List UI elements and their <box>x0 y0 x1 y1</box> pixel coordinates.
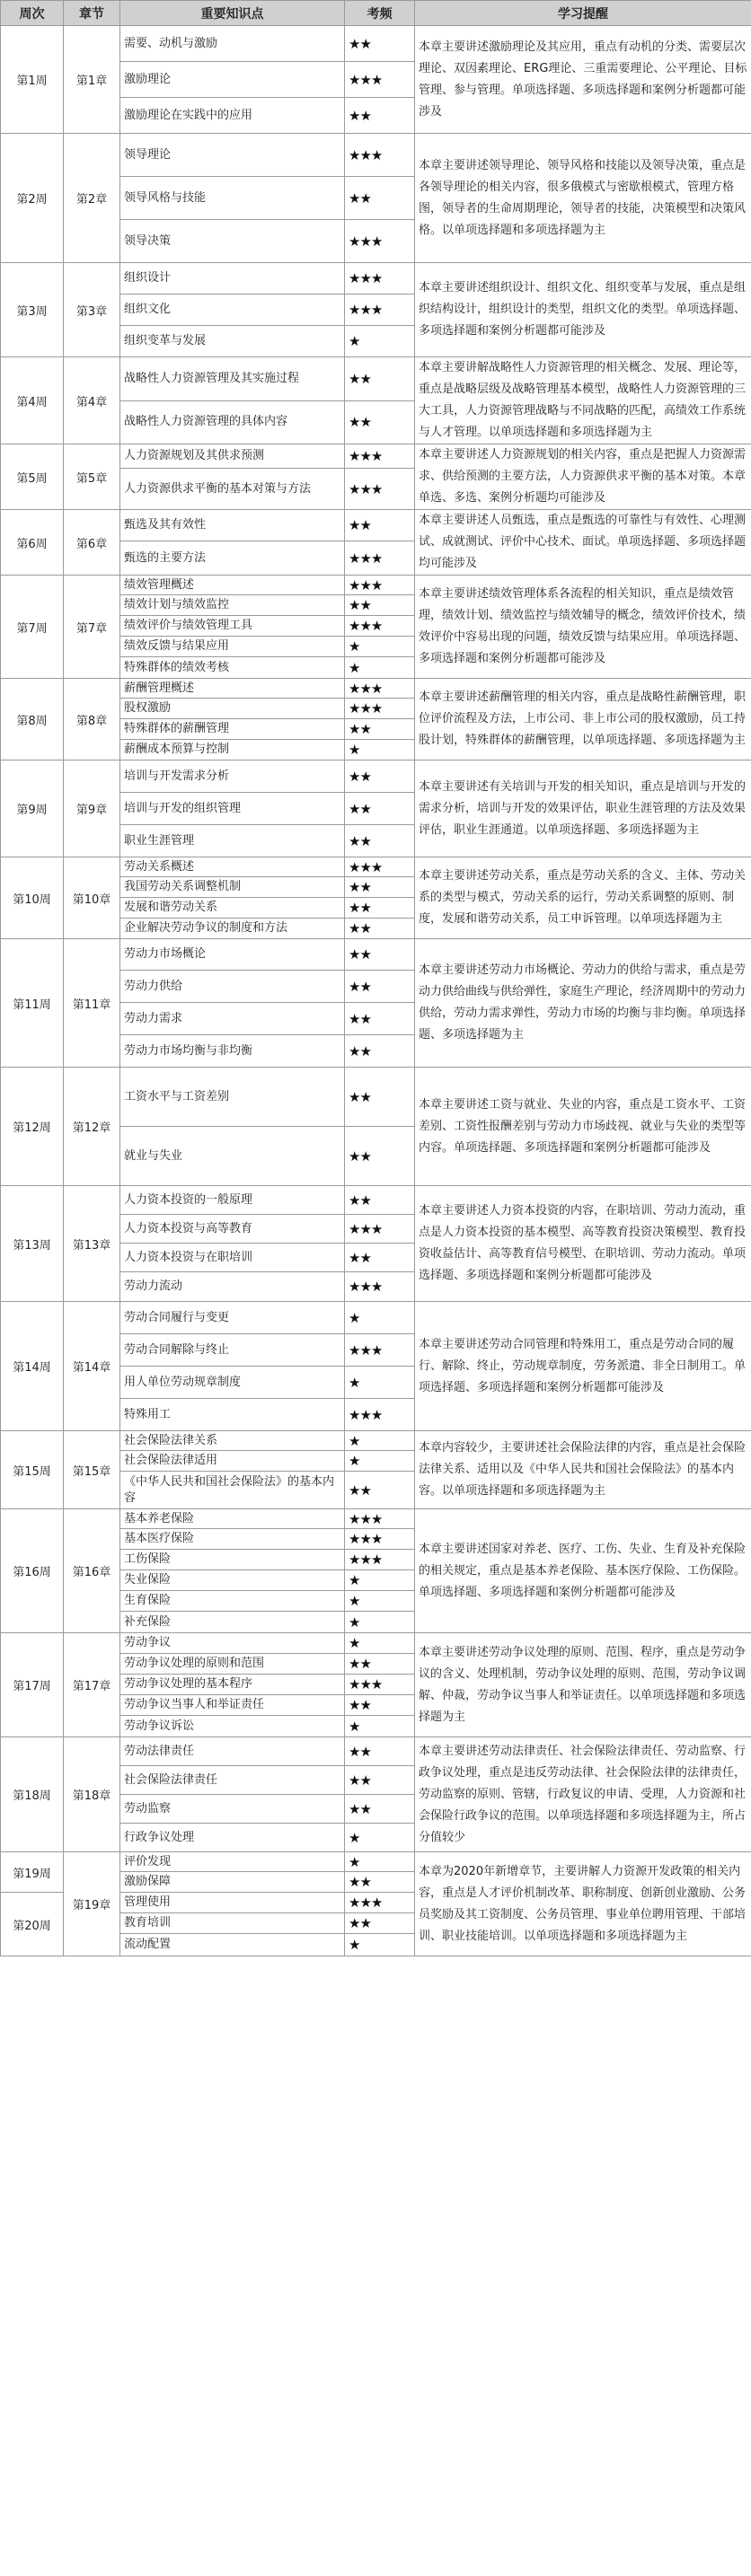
frequency-stars-cell: ★★★ <box>345 134 415 177</box>
knowledge-point-cell: 绩效反馈与结果应用 <box>120 637 345 657</box>
table-row <box>1 1431 751 1451</box>
study-tip-cell: 本章主要讲述绩效管理体系各流程的相关知识，重点是绩效管理，绩效计划、绩效监控与绩效辅导的概念，绩效评价技术，绩效评价中容易出现的问题，绩效反馈与结果应用。单项选择题、多项选择题和案例分析题都可能涉及 <box>415 576 751 679</box>
frequency-stars-cell: ★ <box>345 1570 415 1591</box>
table-row <box>1 444 751 469</box>
table-row <box>1 357 751 401</box>
knowledge-point-cell: 行政争议处理 <box>120 1824 345 1852</box>
knowledge-point-cell: 激励保障 <box>120 1872 345 1893</box>
knowledge-point-cell: 特殊群体的薪酬管理 <box>120 719 345 740</box>
week-cell: 第19周 <box>1 1852 64 1893</box>
knowledge-point-cell: 劳动合同解除与终止 <box>120 1334 345 1367</box>
frequency-stars-cell: ★★ <box>345 1795 415 1824</box>
study-tip-cell: 本章主要讲述劳动关系，重点是劳动关系的含义、主体、劳动关系的类型与模式，劳动关系的运行，劳动关系调整的原则、制度，发展和谐劳动关系，员工申诉管理。以单项选择题为主 <box>415 857 751 939</box>
knowledge-point-cell: 特殊用工 <box>120 1399 345 1431</box>
week-cell: 第11周 <box>1 939 64 1068</box>
frequency-stars-cell: ★★★ <box>345 263 415 295</box>
week-cell: 第12周 <box>1 1068 64 1186</box>
chapter-cell: 第13章 <box>64 1186 120 1302</box>
frequency-stars-cell: ★★★ <box>345 1893 415 1913</box>
table-row <box>1 1186 751 1215</box>
table-row <box>1 576 751 595</box>
knowledge-point-cell: 人力资本投资的一般原理 <box>120 1186 345 1215</box>
table-row <box>1 1302 751 1334</box>
knowledge-point-cell: 劳动争议处理的原则和范围 <box>120 1654 345 1675</box>
knowledge-point-cell: 特殊群体的绩效考核 <box>120 657 345 679</box>
knowledge-point-cell: 股权激励 <box>120 699 345 719</box>
frequency-stars-cell: ★★ <box>345 1695 415 1716</box>
knowledge-point-cell: 基本养老保险 <box>120 1509 345 1529</box>
frequency-stars-cell: ★★ <box>345 793 415 825</box>
frequency-stars-cell: ★★ <box>345 177 415 220</box>
knowledge-point-cell: 发展和谐劳动关系 <box>120 898 345 919</box>
frequency-stars-cell: ★★ <box>345 971 415 1003</box>
study-tip-cell: 本章主要讲述激励理论及其应用，重点有动机的分类、需要层次理论、双因素理论、ERG理论、三重需要理论、公平理论、目标管理、参与管理。单项选择题、多项选择题和案例分析题都可能涉及 <box>415 26 751 134</box>
study-tip-cell: 本章主要讲述人力资本投资的内容，在职培训、劳动力流动，重点是人力资本投资的基本模型、高等教育投资决策模型、教育投资收益估计、高等教育信号模型、在职培训、劳动力流动。单项选择题、多项选择题和案例分析题都可能涉及 <box>415 1186 751 1302</box>
header-frequency: 考频 <box>345 1 415 26</box>
study-tip-cell: 本章内容较少，主要讲述社会保险法律的内容，重点是社会保险法律关系、适用以及《中华人民共和国社会保险法》的基本内容。以单项选择题和多项选择题为主 <box>415 1431 751 1509</box>
study-tip-cell: 本章主要讲述人员甄选，重点是甄选的可靠性与有效性、心理测试、成就测试、评价中心技术、面试。单项选择题、多项选择题均可能涉及 <box>415 510 751 576</box>
chapter-cell: 第14章 <box>64 1302 120 1431</box>
frequency-stars-cell: ★★ <box>345 760 415 793</box>
frequency-stars-cell: ★ <box>345 740 415 760</box>
knowledge-point-cell: 补充保险 <box>120 1612 345 1633</box>
knowledge-point-cell: 社会保险法律责任 <box>120 1766 345 1795</box>
table-row <box>1 26 751 62</box>
knowledge-point-cell: 教育培训 <box>120 1913 345 1934</box>
study-tip-cell: 本章主要讲述组织设计、组织文化、组织变革与发展，重点是组织结构设计，组织设计的类型，组织文化的类型。单项选择题、多项选择题和案例分析题都可能涉及 <box>415 263 751 357</box>
knowledge-point-cell: 薪酬成本预算与控制 <box>120 740 345 760</box>
knowledge-point-cell: 人力资源供求平衡的基本对策与方法 <box>120 469 345 510</box>
header-chapter: 章节 <box>64 1 120 26</box>
frequency-stars-cell: ★★ <box>345 898 415 919</box>
chapter-cell: 第11章 <box>64 939 120 1068</box>
frequency-stars-cell: ★ <box>345 326 415 357</box>
week-cell: 第17周 <box>1 1633 64 1737</box>
study-tip-cell: 本章主要讲述工资与就业、失业的内容，重点是工资水平、工资差别、工资性报酬差别与劳动力市场歧视、就业与失业的类型等内容。单项选择题、多项选择题和案例分析题都可能涉及 <box>415 1068 751 1186</box>
frequency-stars-cell: ★★ <box>345 400 415 444</box>
table-row <box>1 263 751 295</box>
knowledge-point-cell: 组织文化 <box>120 295 345 326</box>
knowledge-point-cell: 领导风格与技能 <box>120 177 345 220</box>
frequency-stars-cell: ★★ <box>345 1872 415 1893</box>
knowledge-point-cell: 甄选的主要方法 <box>120 541 345 576</box>
knowledge-point-cell: 绩效管理概述 <box>120 576 345 595</box>
frequency-stars-cell: ★★ <box>345 1913 415 1934</box>
knowledge-point-cell: 企业解决劳动争议的制度和方法 <box>120 919 345 939</box>
knowledge-point-cell: 领导决策 <box>120 220 345 263</box>
knowledge-point-cell: 用人单位劳动规章制度 <box>120 1367 345 1399</box>
table-row <box>1 1633 751 1654</box>
chapter-cell: 第9章 <box>64 760 120 857</box>
chapter-cell: 第19章 <box>64 1852 120 1956</box>
chapter-cell: 第6章 <box>64 510 120 576</box>
study-tip-cell: 本章主要讲述有关培训与开发的相关知识，重点是培训与开发的需求分析，培训与开发的效果评估，职业生涯管理的方法及效果评估，职业生涯通道。以单项选择题、多项选择题为主 <box>415 760 751 857</box>
study-tip-cell: 本章主要讲述领导理论、领导风格和技能以及领导决策，重点是各领导理论的相关内容，很多俄模式与密歇根模式，管理方格图，领导者的生命周期理论，领导者的技能，决策模型和决策风格。以单项选择题和多项选择题为主 <box>415 134 751 263</box>
frequency-stars-cell: ★ <box>345 1451 415 1472</box>
week-cell: 第1周 <box>1 26 64 134</box>
knowledge-point-cell: 人力资本投资与高等教育 <box>120 1215 345 1244</box>
chapter-cell: 第1章 <box>64 26 120 134</box>
frequency-stars-cell: ★★★ <box>345 1399 415 1431</box>
frequency-stars-cell: ★ <box>345 1934 415 1956</box>
frequency-stars-cell: ★★ <box>345 1068 415 1127</box>
table-body <box>1 26 751 1956</box>
knowledge-point-cell: 劳动力需求 <box>120 1003 345 1035</box>
frequency-stars-cell: ★★★ <box>345 1334 415 1367</box>
week-cell: 第15周 <box>1 1431 64 1509</box>
knowledge-point-cell: 工资水平与工资差别 <box>120 1068 345 1127</box>
frequency-stars-cell: ★★ <box>345 1654 415 1675</box>
table-row <box>1 760 751 793</box>
chapter-cell: 第17章 <box>64 1633 120 1737</box>
week-cell: 第8周 <box>1 679 64 760</box>
frequency-stars-cell: ★★ <box>345 26 415 62</box>
frequency-stars-cell: ★★ <box>345 1035 415 1068</box>
frequency-stars-cell: ★★★ <box>345 469 415 510</box>
frequency-stars-cell: ★★★ <box>345 1272 415 1302</box>
frequency-stars-cell: ★ <box>345 1302 415 1334</box>
frequency-stars-cell: ★ <box>345 1716 415 1737</box>
frequency-stars-cell: ★ <box>345 1852 415 1872</box>
knowledge-point-cell: 劳动争议当事人和举证责任 <box>120 1695 345 1716</box>
knowledge-point-cell: 劳动监察 <box>120 1795 345 1824</box>
knowledge-point-cell: 劳动力供给 <box>120 971 345 1003</box>
knowledge-point-cell: 社会保险法律关系 <box>120 1431 345 1451</box>
frequency-stars-cell: ★★ <box>345 919 415 939</box>
frequency-stars-cell: ★★ <box>345 357 415 401</box>
knowledge-point-cell: 激励理论在实践中的应用 <box>120 98 345 134</box>
knowledge-point-cell: 培训与开发的组织管理 <box>120 793 345 825</box>
chapter-cell: 第8章 <box>64 679 120 760</box>
knowledge-point-cell: 需要、动机与激励 <box>120 26 345 62</box>
week-cell: 第10周 <box>1 857 64 939</box>
frequency-stars-cell: ★★★ <box>345 295 415 326</box>
header-week: 周次 <box>1 1 64 26</box>
frequency-stars-cell: ★ <box>345 657 415 679</box>
knowledge-point-cell: 战略性人力资源管理及其实施过程 <box>120 357 345 401</box>
knowledge-point-cell: 管理使用 <box>120 1893 345 1913</box>
table-row <box>1 1852 751 1872</box>
knowledge-point-cell: 评价发现 <box>120 1852 345 1872</box>
knowledge-point-cell: 工伤保险 <box>120 1550 345 1570</box>
table-row <box>1 1068 751 1127</box>
study-tip-cell: 本章主要讲述劳动合同管理和特殊用工，重点是劳动合同的履行、解除、终止，劳动规章制度，劳务派遣、非全日制用工。单项选择题、多项选择题和案例分析题都可能涉及 <box>415 1302 751 1431</box>
table-row <box>1 1737 751 1766</box>
frequency-stars-cell: ★ <box>345 1431 415 1451</box>
frequency-stars-cell: ★★ <box>345 1766 415 1795</box>
chapter-cell: 第4章 <box>64 357 120 444</box>
frequency-stars-cell: ★★★ <box>345 576 415 595</box>
frequency-stars-cell: ★★ <box>345 1472 415 1509</box>
chapter-cell: 第2章 <box>64 134 120 263</box>
study-tip-cell: 本章主要讲述薪酬管理的相关内容，重点是战略性薪酬管理，职位评价流程及方法，上市公司、非上市公司的股权激励，员工持股计划，特殊群体的薪酬管理，以单项选择题、多项选择题为主 <box>415 679 751 760</box>
frequency-stars-cell: ★★ <box>345 719 415 740</box>
frequency-stars-cell: ★ <box>345 1824 415 1852</box>
study-tip-cell: 本章主要讲述劳动法律责任、社会保险法律责任、劳动监察、行政争议处理，重点是违反劳动法律、社会保险法律的法律责任，劳动监察的原则、管辖，行政复议的申请、受理，人力资源和社会保险行政争议的范围。以单项选择题和多项选择题为主，所占分值较少 <box>415 1737 751 1852</box>
knowledge-point-cell: 战略性人力资源管理的具体内容 <box>120 400 345 444</box>
week-cell: 第20周 <box>1 1893 64 1956</box>
frequency-stars-cell: ★ <box>345 1591 415 1612</box>
frequency-stars-cell: ★★ <box>345 1186 415 1215</box>
frequency-stars-cell: ★★★ <box>345 857 415 877</box>
week-cell: 第5周 <box>1 444 64 510</box>
chapter-cell: 第3章 <box>64 263 120 357</box>
frequency-stars-cell: ★★ <box>345 510 415 541</box>
knowledge-point-cell: 我国劳动关系调整机制 <box>120 877 345 898</box>
frequency-stars-cell: ★★ <box>345 939 415 971</box>
knowledge-point-cell: 劳动力流动 <box>120 1272 345 1302</box>
knowledge-point-cell: 劳动争议处理的基本程序 <box>120 1675 345 1695</box>
knowledge-point-cell: 流动配置 <box>120 1934 345 1956</box>
knowledge-point-cell: 组织设计 <box>120 263 345 295</box>
week-cell: 第14周 <box>1 1302 64 1431</box>
frequency-stars-cell: ★★★ <box>345 699 415 719</box>
knowledge-point-cell: 劳动法律责任 <box>120 1737 345 1766</box>
week-cell: 第9周 <box>1 760 64 857</box>
knowledge-point-cell: 《中华人民共和国社会保险法》的基本内容 <box>120 1472 345 1509</box>
knowledge-point-cell: 劳动争议诉讼 <box>120 1716 345 1737</box>
chapter-cell: 第7章 <box>64 576 120 679</box>
frequency-stars-cell: ★★ <box>345 825 415 857</box>
table-row <box>1 134 751 177</box>
frequency-stars-cell: ★★★ <box>345 1529 415 1550</box>
knowledge-point-cell: 劳动关系概述 <box>120 857 345 877</box>
frequency-stars-cell: ★★★ <box>345 1215 415 1244</box>
knowledge-point-cell: 劳动力市场均衡与非均衡 <box>120 1035 345 1068</box>
frequency-stars-cell: ★ <box>345 1633 415 1654</box>
frequency-stars-cell: ★★★ <box>345 62 415 98</box>
table-header-row <box>1 1 751 26</box>
table-row <box>1 679 751 699</box>
knowledge-point-cell: 生育保险 <box>120 1591 345 1612</box>
header-tips: 学习提醒 <box>415 1 751 26</box>
knowledge-point-cell: 劳动力市场概论 <box>120 939 345 971</box>
table-row <box>1 939 751 971</box>
knowledge-point-cell: 劳动合同履行与变更 <box>120 1302 345 1334</box>
week-cell: 第3周 <box>1 263 64 357</box>
week-cell: 第13周 <box>1 1186 64 1302</box>
knowledge-point-cell: 甄选及其有效性 <box>120 510 345 541</box>
frequency-stars-cell: ★ <box>345 1367 415 1399</box>
table-row <box>1 510 751 541</box>
frequency-stars-cell: ★★★ <box>345 679 415 699</box>
week-cell: 第6周 <box>1 510 64 576</box>
knowledge-point-cell: 人力资本投资与在职培训 <box>120 1244 345 1272</box>
chapter-cell: 第12章 <box>64 1068 120 1186</box>
chapter-cell: 第18章 <box>64 1737 120 1852</box>
frequency-stars-cell: ★★★ <box>345 1550 415 1570</box>
knowledge-point-cell: 人力资源规划及其供求预测 <box>120 444 345 469</box>
knowledge-point-cell: 基本医疗保险 <box>120 1529 345 1550</box>
frequency-stars-cell: ★★ <box>345 877 415 898</box>
study-tip-cell: 本章为2020年新增章节，主要讲解人力资源开发政策的相关内容，重点是人才评价机制改革、职称制度、创新创业激励、公务员奖励及其工资制度、公务员管理、事业单位聘用管理、干部培训、职业技能培训。以单项选择题和多项选择题为主 <box>415 1852 751 1956</box>
knowledge-point-cell: 劳动争议 <box>120 1633 345 1654</box>
knowledge-point-cell: 薪酬管理概述 <box>120 679 345 699</box>
week-cell: 第7周 <box>1 576 64 679</box>
knowledge-point-cell: 培训与开发需求分析 <box>120 760 345 793</box>
chapter-cell: 第15章 <box>64 1431 120 1509</box>
frequency-stars-cell: ★★ <box>345 1737 415 1766</box>
week-cell: 第4周 <box>1 357 64 444</box>
knowledge-point-cell: 职业生涯管理 <box>120 825 345 857</box>
study-tip-cell: 本章主要讲述人力资源规划的相关内容，重点是把握人力资源需求、供给预测的主要方法，人力资源供求平衡的基本对策。本章单选、多选、案例分析题均可能涉及 <box>415 444 751 510</box>
frequency-stars-cell: ★★★ <box>345 541 415 576</box>
frequency-stars-cell: ★ <box>345 1612 415 1633</box>
frequency-stars-cell: ★★ <box>345 1244 415 1272</box>
table-row <box>1 1509 751 1529</box>
table-row <box>1 857 751 877</box>
frequency-stars-cell: ★ <box>345 637 415 657</box>
frequency-stars-cell: ★★ <box>345 1003 415 1035</box>
knowledge-point-cell: 社会保险法律适用 <box>120 1451 345 1472</box>
frequency-stars-cell: ★★★ <box>345 1675 415 1695</box>
knowledge-point-cell: 绩效计划与绩效监控 <box>120 595 345 616</box>
week-cell: 第18周 <box>1 1737 64 1852</box>
frequency-stars-cell: ★★ <box>345 595 415 616</box>
knowledge-point-cell: 领导理论 <box>120 134 345 177</box>
chapter-cell: 第16章 <box>64 1509 120 1633</box>
knowledge-point-cell: 组织变革与发展 <box>120 326 345 357</box>
header-points: 重要知识点 <box>120 1 345 26</box>
knowledge-point-cell: 就业与失业 <box>120 1127 345 1186</box>
study-tip-cell: 本章主要讲解战略性人力资源管理的相关概念、发展、理论等，重点是战略层级及战略管理基本模型，战略性人力资源管理的三大工具，人力资源管理战略与不同战略的匹配，高绩效工作系统与人才管理。以单项选择题和多项选择题为主 <box>415 357 751 444</box>
study-tip-cell: 本章主要讲述国家对养老、医疗、工伤、失业、生育及补充保险的相关规定，重点是基本养老保险、基本医疗保险、工伤保险。单项选择题、多项选择题和案例分析题都可能涉及 <box>415 1509 751 1633</box>
frequency-stars-cell: ★★★ <box>345 616 415 637</box>
frequency-stars-cell: ★★★ <box>345 220 415 263</box>
frequency-stars-cell: ★★★ <box>345 1509 415 1529</box>
frequency-stars-cell: ★★ <box>345 1127 415 1186</box>
frequency-stars-cell: ★★ <box>345 98 415 134</box>
study-tip-cell: 本章主要讲述劳动争议处理的原则、范围、程序，重点是劳动争议的含义、处理机制，劳动争议处理的原则、范围，劳动争议调解、仲裁，劳动争议当事人和举证责任。以单项选择题和多项选择题为主 <box>415 1633 751 1737</box>
week-cell: 第2周 <box>1 134 64 263</box>
knowledge-point-cell: 激励理论 <box>120 62 345 98</box>
frequency-stars-cell: ★★★ <box>345 444 415 469</box>
knowledge-point-cell: 失业保险 <box>120 1570 345 1591</box>
study-tip-cell: 本章主要讲述劳动力市场概论、劳动力的供给与需求，重点是劳动力供给曲线与供给弹性，家庭生产理论，经济周期中的劳动力供给，劳动力需求弹性，劳动力市场的均衡与非均衡。单项选择题、多项选择题为主 <box>415 939 751 1068</box>
knowledge-point-cell: 绩效评价与绩效管理工具 <box>120 616 345 637</box>
chapter-cell: 第5章 <box>64 444 120 510</box>
week-cell: 第16周 <box>1 1509 64 1633</box>
chapter-cell: 第10章 <box>64 857 120 939</box>
